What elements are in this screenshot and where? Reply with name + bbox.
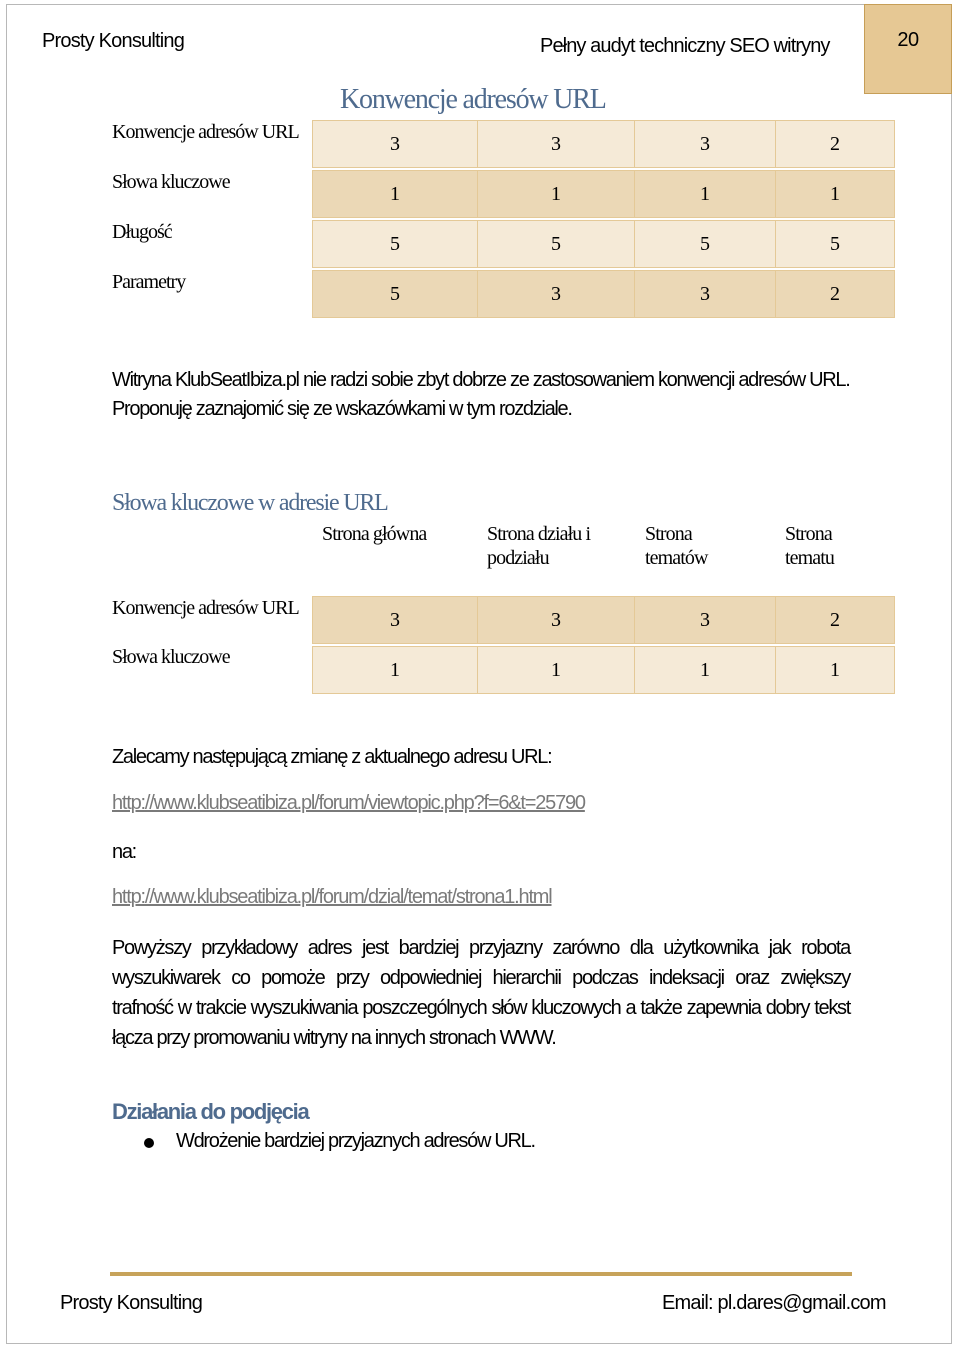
table1-cell: 5	[312, 270, 478, 318]
table1-cell: 1	[312, 170, 478, 218]
table1-cell: 3	[477, 270, 635, 318]
table1-cell: 1	[634, 170, 776, 218]
page-number-box	[864, 4, 952, 94]
table2-cell: 3	[477, 596, 635, 644]
header-company: Prosty Konsulting	[42, 30, 185, 52]
new-url-link[interactable]: http://www.klubseatibiza.pl/forum/dzial/temat/strona1.html	[112, 886, 552, 908]
explanation-paragraph: Powyższy przykładowy adres jest bardziej przyjazny zarówno dla użytkownika jak robota wyszukiwarek co pomoże przy odpowiedniej hierarchii podczas indeksacji oraz zwiększy trafność w trakcie wyszukiwania poszczególnych słów kluczowych a także zapewnia dobry tekst łącza przy promowaniu witryny na innych stronach WWW.	[112, 937, 850, 1049]
table2-cell: 1	[477, 646, 635, 694]
recommendation-lead: Zalecamy następującą zmianę z aktualnego adresu URL:	[112, 746, 552, 768]
table2-column-header: Strona główna	[322, 523, 427, 545]
table1-cell: 1	[477, 170, 635, 218]
footer-email: Email: pl.dares@gmail.com	[662, 1292, 886, 1314]
header-doc-title: Pełny audyt techniczny SEO witryny	[540, 35, 830, 57]
table2-cell: 2	[775, 596, 895, 644]
table1-cell: 3	[634, 270, 776, 318]
table2-cell: 1	[312, 646, 478, 694]
actions-item: Wdrożenie bardziej przyjaznych adresów URL.	[176, 1130, 535, 1152]
table1-cell: 5	[775, 220, 895, 268]
old-url-link[interactable]: http://www.klubseatibiza.pl/forum/viewtopic.php?f=6&t=25790	[112, 792, 585, 814]
table2-row-label: Słowa kluczowe	[112, 646, 230, 668]
table2-column-header: Strona tematów	[645, 523, 708, 569]
table2-cell: 3	[312, 596, 478, 644]
table2-cell: 3	[634, 596, 776, 644]
table1-cell: 3	[477, 120, 635, 168]
table1-row-label: Parametry	[112, 271, 186, 293]
table1-cell: 3	[634, 120, 776, 168]
na-label: na:	[112, 841, 136, 863]
intro-paragraph: Witryna KlubSeatIbiza.pl nie radzi sobie zbyt dobrze ze zastosowaniem konwencji adresów URL. Proponuję zaznajomić się ze wskazówkami w tym rozdziale.	[112, 369, 850, 420]
table2-column-header: Strona tematu	[785, 523, 835, 569]
table1-cell: 5	[634, 220, 776, 268]
table1-cell: 1	[775, 170, 895, 218]
table1-cell: 2	[775, 270, 895, 318]
footer-rule	[110, 1272, 852, 1276]
actions-title: Działania do podjęcia	[112, 1099, 309, 1124]
table1-row-label: Długość	[112, 221, 172, 243]
table1-cell: 5	[312, 220, 478, 268]
table1-row-label: Konwencje adresów URL	[112, 121, 299, 143]
table1-title: Konwencje adresów URL	[340, 84, 606, 115]
bullet-icon	[144, 1138, 154, 1148]
table2-row-label: Konwencje adresów URL	[112, 597, 299, 619]
table1-row-label: Słowa kluczowe	[112, 171, 230, 193]
table2-cell: 1	[634, 646, 776, 694]
table2-column-header: Strona działu i podziału	[487, 523, 591, 569]
table2-title: Słowa kluczowe w adresie URL	[112, 490, 388, 516]
table1-cell: 2	[775, 120, 895, 168]
table2-cell: 1	[775, 646, 895, 694]
page-number: 20	[897, 29, 919, 51]
table1-cell: 3	[312, 120, 478, 168]
table1-cell: 5	[477, 220, 635, 268]
footer-company: Prosty Konsulting	[60, 1292, 203, 1314]
